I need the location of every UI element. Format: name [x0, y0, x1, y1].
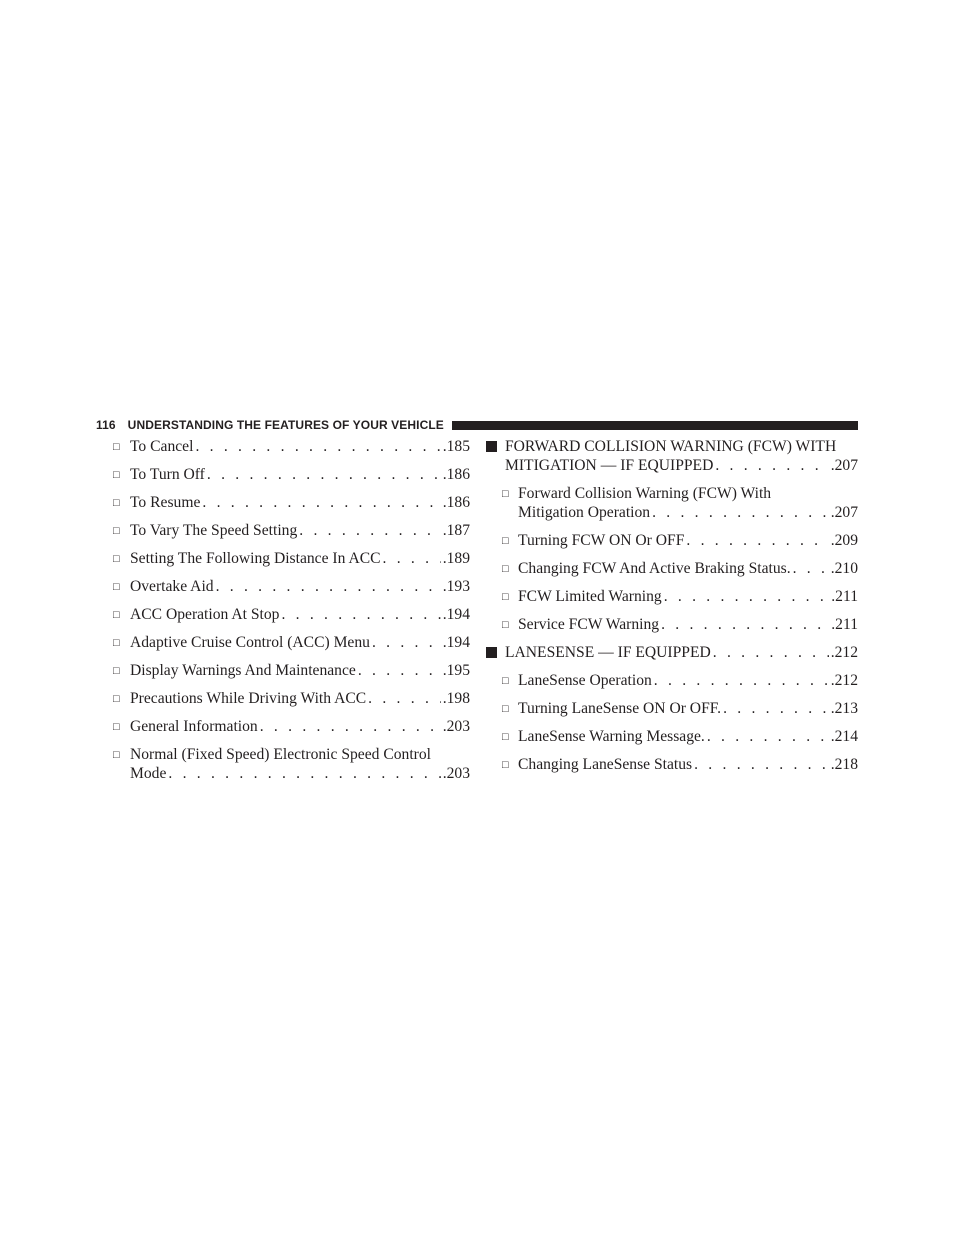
toc-entry-page: .214 [830, 728, 858, 745]
dot-leader [216, 577, 441, 596]
filled-square-bullet-icon [486, 441, 497, 452]
toc-entry[interactable] [112, 633, 470, 652]
toc-entry[interactable] [112, 661, 470, 680]
dot-leader [707, 727, 829, 746]
toc-entry-page: .186 [442, 494, 470, 511]
toc-entry[interactable] [112, 521, 470, 540]
filled-square-bullet-icon [486, 647, 497, 658]
toc-entry-page: .207 [830, 504, 858, 521]
hollow-square-bullet-icon: □ [113, 637, 120, 649]
toc-entry-page: .194 [442, 634, 470, 651]
toc-entry-page: .203 [442, 718, 470, 735]
dot-leader [661, 615, 829, 634]
toc-entry-page: .185 [442, 438, 470, 455]
dot-leader [281, 605, 440, 624]
dot-leader [793, 559, 829, 578]
toc-entry-title: To Turn Off [130, 466, 205, 483]
toc-entry-page: .211 [831, 588, 858, 605]
hollow-square-bullet-icon: □ [113, 721, 120, 733]
toc-entry-page: .210 [830, 560, 858, 577]
toc-entry[interactable] [484, 671, 858, 690]
toc-entry-title-line1: Normal (Fixed Speed) Electronic Speed Control [130, 746, 431, 763]
hollow-square-bullet-icon: □ [502, 535, 509, 547]
hollow-square-bullet-icon: □ [113, 609, 120, 621]
toc-entry-title: Overtake Aid [130, 578, 214, 595]
toc-entry-title: Display Warnings And Maintenance [130, 662, 356, 679]
hollow-square-bullet-icon: □ [502, 703, 509, 715]
toc-entry-page: .209 [830, 532, 858, 549]
hollow-square-bullet-icon: □ [502, 619, 509, 631]
toc-entry-page: .212 [830, 672, 858, 689]
toc-entry[interactable] [484, 727, 858, 746]
toc-entry-page: .186 [442, 466, 470, 483]
toc-entry-page: .193 [442, 578, 470, 595]
toc-entry-title: Adaptive Cruise Control (ACC) Menu [130, 634, 370, 651]
toc-entry-title: Mitigation Operation [518, 504, 651, 521]
toc-entry-title: Precautions While Driving With ACC [130, 690, 367, 707]
toc-entry-title: Changing FCW And Active Braking Status. [518, 560, 791, 577]
toc-entry-page: .213 [830, 700, 858, 717]
toc-entry[interactable] [484, 755, 858, 774]
dot-leader [168, 764, 440, 783]
toc-entry-page: .195 [442, 662, 470, 679]
hollow-square-bullet-icon: □ [113, 665, 120, 677]
toc-section-page: .212 [830, 644, 858, 661]
toc-entry[interactable] [112, 549, 470, 568]
dot-leader [260, 717, 441, 736]
dot-leader [664, 587, 830, 606]
toc-entry[interactable] [484, 699, 858, 718]
dot-leader [723, 699, 829, 718]
toc-entry-title: LaneSense Operation [518, 672, 652, 689]
toc-entry-page: .198 [442, 690, 470, 707]
toc-entry-page: .189 [442, 550, 470, 567]
toc-entry[interactable] [484, 559, 858, 578]
toc-section-title: MITIGATION — IF EQUIPPED [505, 457, 714, 474]
toc-section-lanesense[interactable] [484, 643, 858, 662]
toc-section-title: LANESENSE — IF EQUIPPED [505, 644, 711, 661]
hollow-square-bullet-icon: □ [113, 469, 120, 481]
toc-section-title-line1: FORWARD COLLISION WARNING (FCW) WITH [505, 438, 837, 455]
hollow-square-bullet-icon: □ [113, 553, 120, 565]
toc-entry[interactable] [484, 484, 858, 522]
toc-entry[interactable] [112, 689, 470, 708]
page-number: 116 [96, 418, 116, 432]
hollow-square-bullet-icon: □ [113, 441, 120, 453]
dot-leader [299, 521, 440, 540]
toc-section-page: .207 [830, 457, 858, 474]
toc-entry[interactable] [484, 587, 858, 606]
hollow-square-bullet-icon: □ [113, 581, 120, 593]
section-title: UNDERSTANDING THE FEATURES OF YOUR VEHICLE [127, 418, 444, 432]
hollow-square-bullet-icon: □ [113, 497, 120, 509]
hollow-square-bullet-icon: □ [113, 525, 120, 537]
dot-leader [686, 531, 828, 550]
hollow-square-bullet-icon: □ [502, 563, 509, 575]
dot-leader [372, 633, 441, 652]
toc-left-column [112, 437, 470, 792]
toc-entry-title: Changing LaneSense Status [518, 756, 693, 773]
toc-entry-title: Turning FCW ON Or OFF [518, 532, 685, 549]
dot-leader [368, 689, 441, 708]
hollow-square-bullet-icon: □ [113, 693, 120, 705]
dot-leader [383, 549, 441, 568]
hollow-square-bullet-icon: □ [502, 675, 509, 687]
toc-entry-title: Turning LaneSense ON Or OFF. [518, 700, 722, 717]
hollow-square-bullet-icon: □ [113, 749, 120, 761]
toc-entry[interactable] [112, 437, 470, 456]
dot-leader [195, 437, 440, 456]
header-rule [452, 421, 858, 430]
page-header [96, 417, 858, 433]
toc-entry-page: .203 [442, 765, 470, 782]
toc-entry[interactable] [112, 717, 470, 736]
toc-entry-title: Mode [130, 765, 167, 782]
dot-leader [652, 503, 829, 522]
toc-entry[interactable] [112, 465, 470, 484]
toc-entry-page: .218 [830, 756, 858, 773]
toc-entry-page: .187 [442, 522, 470, 539]
hollow-square-bullet-icon: □ [502, 731, 509, 743]
toc-entry[interactable] [112, 605, 470, 624]
hollow-square-bullet-icon: □ [502, 591, 509, 603]
dot-leader [358, 661, 441, 680]
toc-entry-title: Setting The Following Distance In ACC [130, 550, 381, 567]
toc-entry-page: .211 [831, 616, 858, 633]
toc-right-column [484, 437, 858, 783]
toc-section-fcw[interactable] [484, 437, 858, 475]
toc-entry[interactable] [484, 531, 858, 550]
toc-entry[interactable] [112, 745, 470, 783]
dot-leader [654, 671, 829, 690]
dot-leader [694, 755, 829, 774]
hollow-square-bullet-icon: □ [502, 488, 509, 500]
dot-leader [715, 456, 828, 475]
toc-entry[interactable] [112, 577, 470, 596]
toc-entry-title: LaneSense Warning Message. [518, 728, 705, 745]
toc-entry-title: To Resume [130, 494, 201, 511]
toc-entry[interactable] [484, 615, 858, 634]
hollow-square-bullet-icon: □ [502, 759, 509, 771]
dot-leader [202, 493, 440, 512]
toc-entry-title: Service FCW Warning [518, 616, 660, 633]
toc-entry-title: To Vary The Speed Setting [130, 522, 298, 539]
toc-entry-title: General Information [130, 718, 258, 735]
dot-leader [207, 465, 441, 484]
toc-entry-title: ACC Operation At Stop [130, 606, 280, 623]
toc-entry-title-line1: Forward Collision Warning (FCW) With [518, 485, 772, 502]
toc-entry-title: FCW Limited Warning [518, 588, 662, 605]
toc-entry[interactable] [112, 493, 470, 512]
toc-entry-title: To Cancel [130, 438, 194, 455]
dot-leader [713, 643, 829, 662]
toc-entry-page: .194 [442, 606, 470, 623]
